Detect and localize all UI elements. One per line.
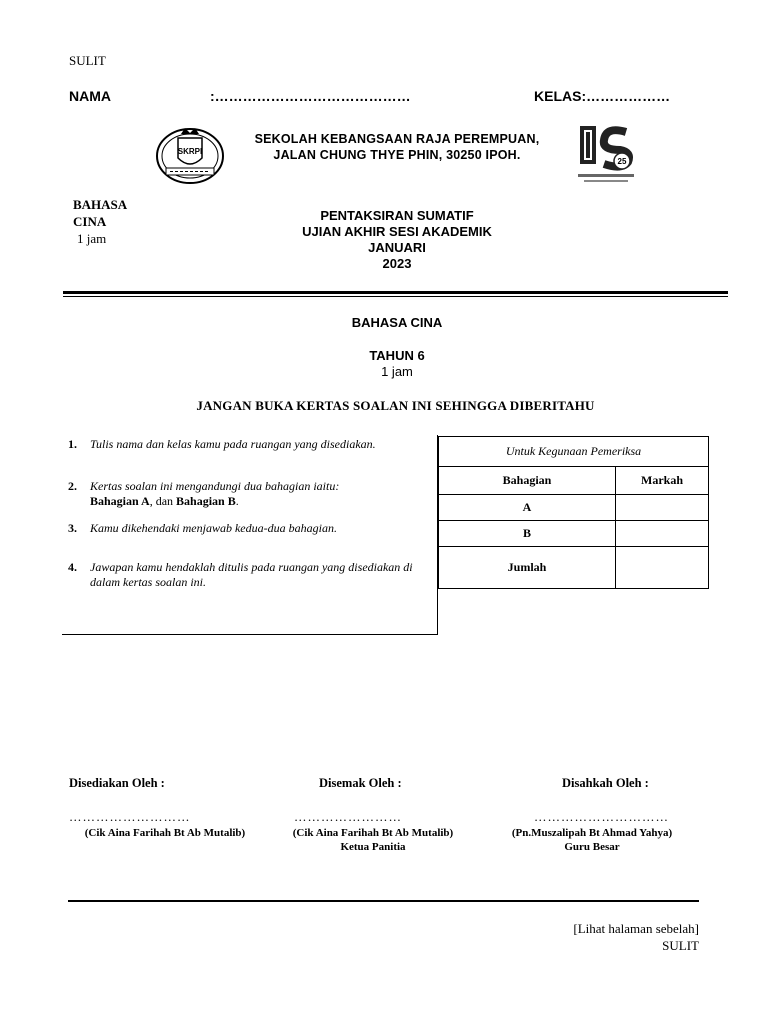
tahun-label: TAHUN 6 <box>369 348 425 363</box>
signatory-name: (Pn.Muszalipah Bt Ahmad Yahya) <box>511 827 673 839</box>
exam-title <box>230 208 564 272</box>
school-crest-logo <box>154 124 226 186</box>
signatory-block <box>487 826 697 854</box>
footer-divider <box>68 900 699 902</box>
exam-month: JANUARI <box>368 240 426 255</box>
column-header-bahagian: Bahagian <box>439 467 616 495</box>
side-subject <box>73 196 127 247</box>
school-name-line1: SEKOLAH KEBANGSAAN RAJA PEREMPUAN, <box>254 132 540 146</box>
column-header-markah: Markah <box>616 467 709 495</box>
next-page-note: [Lihat halaman sebelah] <box>573 921 699 936</box>
side-duration: 1 jam <box>77 231 107 246</box>
classification-top: SULIT <box>69 53 106 68</box>
instruction-text: Jawapan kamu hendaklah ditulis pada ruangan yang disediakan di dalam kertas soalan ini. <box>90 560 413 589</box>
crest-text: SKRPI <box>177 147 203 156</box>
checked-by-label: Disemak Oleh : <box>319 776 402 790</box>
nama-label: NAMA <box>69 88 111 104</box>
exam-title-line2: UJIAN AKHIR SESI AKADEMIK <box>302 224 492 239</box>
school-name <box>230 131 564 163</box>
table-title: Untuk Kegunaan Pemeriksa <box>439 437 709 467</box>
signatory-block <box>270 826 476 854</box>
instruction-number: 4. <box>68 560 77 574</box>
instruction-text: Tulis nama dan kelas kamu pada ruangan yang disediakan. <box>90 437 376 451</box>
side-subject-line2: CINA <box>73 214 107 229</box>
instruction-item <box>68 437 418 452</box>
exam-year: 2023 <box>382 256 412 271</box>
subject-title: BAHASA CINA <box>351 315 443 330</box>
instruction-number: 1. <box>68 437 77 451</box>
instruction-item <box>68 479 418 509</box>
total-cell[interactable] <box>616 547 709 589</box>
table-row <box>439 495 709 521</box>
instruction-item <box>68 560 418 590</box>
instruction-text <box>90 479 418 509</box>
header-divider-thin <box>63 296 728 297</box>
classification-bottom: SULIT <box>662 938 699 953</box>
school-address: JALAN CHUNG THYE PHIN, 30250 IPOH. <box>273 148 521 162</box>
signatory-name: (Cik Aina Farihah Bt Ab Mutalib) <box>292 827 454 839</box>
duration-label: 1 jam <box>381 364 413 379</box>
exam-title-line1: PENTAKSIRAN SUMATIF <box>320 208 474 223</box>
signatory-role: Ketua Panitia <box>340 841 406 853</box>
row-label: A <box>439 495 616 521</box>
instruction-number: 2. <box>68 479 77 493</box>
approved-by-label: Disahkah Oleh : <box>562 776 649 790</box>
signatory-block <box>62 826 268 840</box>
instruction-separator: , dan <box>149 494 177 508</box>
instruction-end: . <box>235 494 239 508</box>
instruction-item <box>68 521 418 536</box>
kelas-field: KELAS:……………… <box>534 88 671 104</box>
instruction-text: Kamu dikehendaki menjawab kedua-dua bahagian. <box>90 521 337 535</box>
row-label: B <box>439 521 616 547</box>
instruction-number: 3. <box>68 521 77 535</box>
nama-field: :…………………………………… <box>210 88 411 104</box>
table-row <box>439 521 709 547</box>
prepared-by-label: Disediakan Oleh : <box>69 776 165 790</box>
signatory-name: (Cik Aina Farihah Bt Ab Mutalib) <box>84 827 246 839</box>
signature-line: ………………………… <box>534 810 669 824</box>
examiner-marks-table <box>438 436 709 589</box>
side-subject-line1: BAHASA <box>73 197 128 212</box>
signature-line: …………………… <box>294 810 402 824</box>
table-row <box>439 547 709 589</box>
anniversary-logo <box>576 124 636 186</box>
mark-cell[interactable] <box>616 495 709 521</box>
anniversary-badge: 25 <box>617 157 627 166</box>
warning-text: JANGAN BUKA KERTAS SOALAN INI SEHINGGA DIBERITAHU <box>196 398 595 413</box>
part-a-label: Bahagian A <box>90 494 150 508</box>
signature-line: ……………………… <box>69 810 191 824</box>
part-b-label: Bahagian B <box>176 494 236 508</box>
instruction-text-main: Kertas soalan ini mengandungi dua bahagian iaitu: <box>90 479 340 493</box>
header-divider-thick <box>63 291 728 294</box>
total-label: Jumlah <box>439 547 616 589</box>
mark-cell[interactable] <box>616 521 709 547</box>
signatory-role: Guru Besar <box>564 841 620 853</box>
